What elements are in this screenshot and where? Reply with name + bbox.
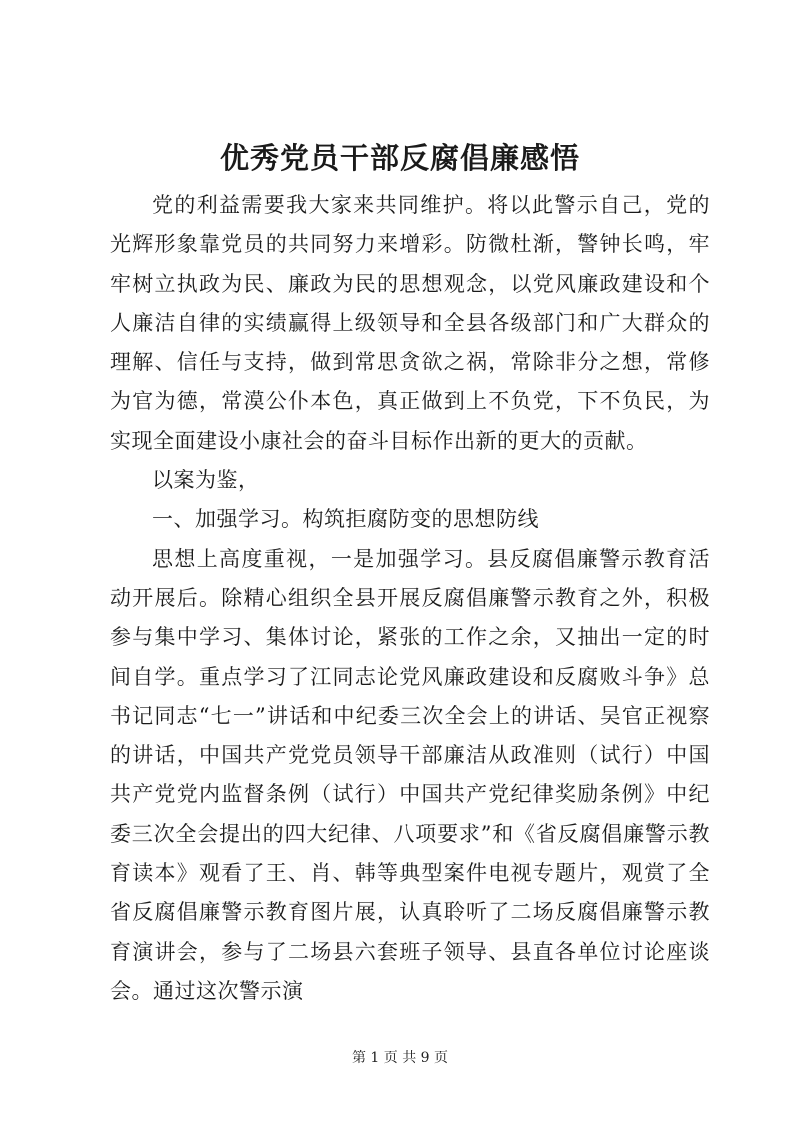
document-title: 优秀党员干部反腐倡廉感悟 (219, 141, 580, 175)
section-heading-1: 一、加强学习。构筑拒腐防变的思想防线 (152, 507, 539, 532)
paragraph-intro: 党的利益需要我大家来共同维护。将以此警示自己，党的光辉形象靠党员的共同努力来增彩。防微杜渐，警钟长鸣，牢牢树立执政为民、廉政为民的思想观念，以党风廉政建设和个人廉洁自律的实绩赢得上级领导和全县各级部门和广大群众的理解、信任与支持，做到常思贪欲之祸，常除非分之想，常修为官为德，常漠公仆本色，真正做到上不负党，下不负民，为实现全面建设小康社会的奋斗目标作出新的更大的贡献。 (110, 193, 710, 453)
paragraph-study: 思想上高度重视，一是加强学习。县反腐倡廉警示教育活动开展后。除精心组织全县开展反腐倡廉警示教育之外，积极参与集中学习、集体讨论，紧张的工作之余，又抽出一定的时间自学。重点学习了江同志论党风廉政建设和反腐败斗争》总书记同志“七一”讲话和中纪委三次全会上的讲话、吴官正视察的讲话，中国共产党党员领导干部廉洁从政准则（试行）中国共产党党内监督条例（试行）中国共产党纪律奖励条例》中纪委三次全会提出的四大纪律、八项要求”和《省反腐倡廉警示教育读本》观看了王、肖、韩等典型案件电视专题片，观赏了全省反腐倡廉警示教育图片展，认真聆听了二场反腐倡廉警示教育演讲会，参与了二场县六套班子领导、县直各单位讨论座谈会。通过这次警示演 (110, 546, 710, 1003)
page-footer: 第 1 页 共 9 页 (351, 1050, 449, 1066)
document-body (110, 186, 710, 1011)
paragraph-case-lesson: 以案为鉴， (152, 468, 260, 493)
